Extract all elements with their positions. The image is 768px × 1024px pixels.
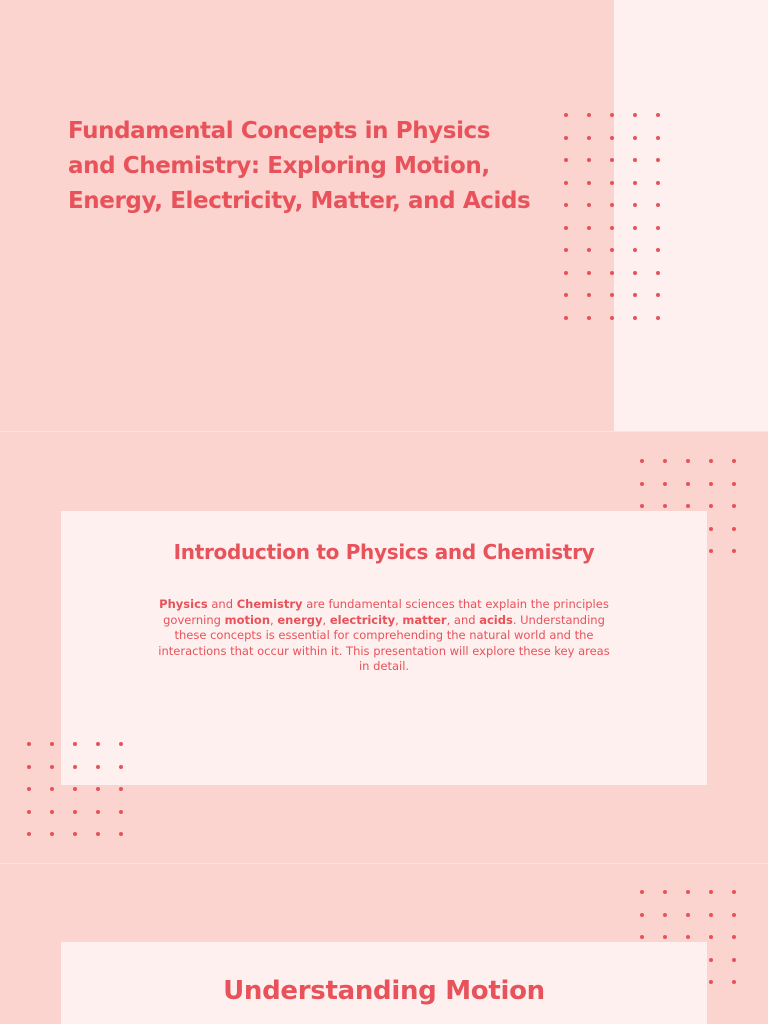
dot (732, 935, 736, 939)
dot (119, 765, 123, 769)
dot (709, 527, 713, 531)
dot (610, 181, 614, 185)
body-text-segment: . Understanding these concepts is essential for comprehending the natural world and the interactions that occur within it. This presentation will explore these key areas in detail. (158, 612, 610, 673)
dot (96, 810, 100, 814)
body-text-segment: and (207, 597, 237, 611)
dot (564, 113, 568, 117)
dot (564, 136, 568, 140)
content-card (61, 511, 707, 785)
dot (610, 293, 614, 297)
dot (656, 113, 660, 117)
dot (640, 890, 644, 894)
body-text-segment: , and (446, 612, 480, 627)
dot (50, 810, 54, 814)
dot (732, 482, 736, 486)
dot (50, 742, 54, 746)
dot (564, 316, 568, 320)
dot (656, 248, 660, 252)
dot (119, 832, 123, 836)
dot (96, 787, 100, 791)
dot (732, 459, 736, 463)
dot (587, 203, 591, 207)
dot (633, 293, 637, 297)
dot (564, 203, 568, 207)
dot (50, 765, 54, 769)
dot (633, 113, 637, 117)
dot (686, 504, 690, 508)
dot (587, 158, 591, 162)
dot (709, 890, 713, 894)
dot (610, 226, 614, 230)
dot (640, 482, 644, 486)
keyword-electricity: electricity (329, 612, 396, 627)
dot (564, 271, 568, 275)
dot (119, 810, 123, 814)
slide-heading: Introduction to Physics and Chemistry (173, 540, 595, 564)
dot (709, 459, 713, 463)
dot (663, 504, 667, 508)
keyword-physics: Physics (159, 597, 208, 611)
dot (73, 787, 77, 791)
dot (50, 832, 54, 836)
dot (50, 787, 54, 791)
dot (587, 271, 591, 275)
slide-title (0, 0, 768, 431)
body-text-segment: , (322, 612, 330, 627)
dot (73, 742, 77, 746)
dot (633, 271, 637, 275)
dot (686, 459, 690, 463)
dot (633, 181, 637, 185)
dot (564, 181, 568, 185)
dot-pattern-decoration (27, 742, 123, 836)
dot (564, 293, 568, 297)
keyword-energy: energy (277, 612, 323, 627)
dot (610, 271, 614, 275)
dot (96, 765, 100, 769)
dot (640, 935, 644, 939)
dot (709, 980, 713, 984)
dot (640, 459, 644, 463)
dot (732, 890, 736, 894)
body-text-segment: are fundamental sciences that explain the principles governing (163, 597, 609, 627)
slide-motion (0, 864, 768, 1024)
dot (656, 226, 660, 230)
dot (656, 136, 660, 140)
dot (27, 765, 31, 769)
dot (663, 890, 667, 894)
dot (709, 958, 713, 962)
dot (656, 181, 660, 185)
dot (656, 271, 660, 275)
dot (709, 913, 713, 917)
dot (686, 890, 690, 894)
dot (656, 316, 660, 320)
dot (73, 810, 77, 814)
dot (709, 482, 713, 486)
dot (686, 482, 690, 486)
dot (610, 136, 614, 140)
slide-introduction (0, 432, 768, 863)
keyword-motion: motion (224, 612, 271, 627)
dot (119, 742, 123, 746)
dot (732, 504, 736, 508)
dot (663, 482, 667, 486)
dot (633, 136, 637, 140)
dot (633, 203, 637, 207)
dot (732, 980, 736, 984)
dot (709, 504, 713, 508)
dot (686, 913, 690, 917)
dot (610, 113, 614, 117)
dot (610, 158, 614, 162)
slide-heading: Understanding Motion (223, 976, 545, 1006)
dot (610, 316, 614, 320)
keyword-acids: acids (479, 612, 513, 627)
keyword-matter: matter (402, 612, 447, 627)
dot (564, 226, 568, 230)
body-text-segment: , (395, 612, 403, 627)
dot (656, 203, 660, 207)
presentation-title: Fundamental Concepts in Physics and Chemistry: Exploring Motion, Energy, Electricity, Matter, and Acids (68, 118, 531, 214)
dot (663, 913, 667, 917)
dot (587, 293, 591, 297)
dot (663, 459, 667, 463)
dot (732, 527, 736, 531)
dot (656, 293, 660, 297)
dot (27, 787, 31, 791)
dot (587, 113, 591, 117)
dot (27, 742, 31, 746)
dot (564, 158, 568, 162)
dot (686, 935, 690, 939)
dot (27, 810, 31, 814)
dot (119, 787, 123, 791)
dot (640, 913, 644, 917)
dot (587, 248, 591, 252)
dot (633, 316, 637, 320)
dot (96, 742, 100, 746)
dot (709, 935, 713, 939)
slide-body-text (156, 597, 612, 675)
dot (732, 913, 736, 917)
dot (633, 248, 637, 252)
dot (564, 248, 568, 252)
dot (732, 549, 736, 553)
dot (709, 549, 713, 553)
dot (587, 136, 591, 140)
dot-pattern-decoration (564, 113, 660, 320)
body-text-segment: , (270, 612, 278, 627)
dot (73, 832, 77, 836)
dot (587, 226, 591, 230)
dot (663, 935, 667, 939)
dot (27, 832, 31, 836)
dot (732, 958, 736, 962)
dot (610, 203, 614, 207)
dot (587, 316, 591, 320)
dot (610, 248, 614, 252)
dot (96, 832, 100, 836)
dot (640, 504, 644, 508)
dot (73, 765, 77, 769)
keyword-chemistry: Chemistry (236, 597, 303, 611)
dot (587, 181, 591, 185)
dot (633, 158, 637, 162)
content-card (61, 942, 707, 1024)
dot (656, 158, 660, 162)
dot (633, 226, 637, 230)
